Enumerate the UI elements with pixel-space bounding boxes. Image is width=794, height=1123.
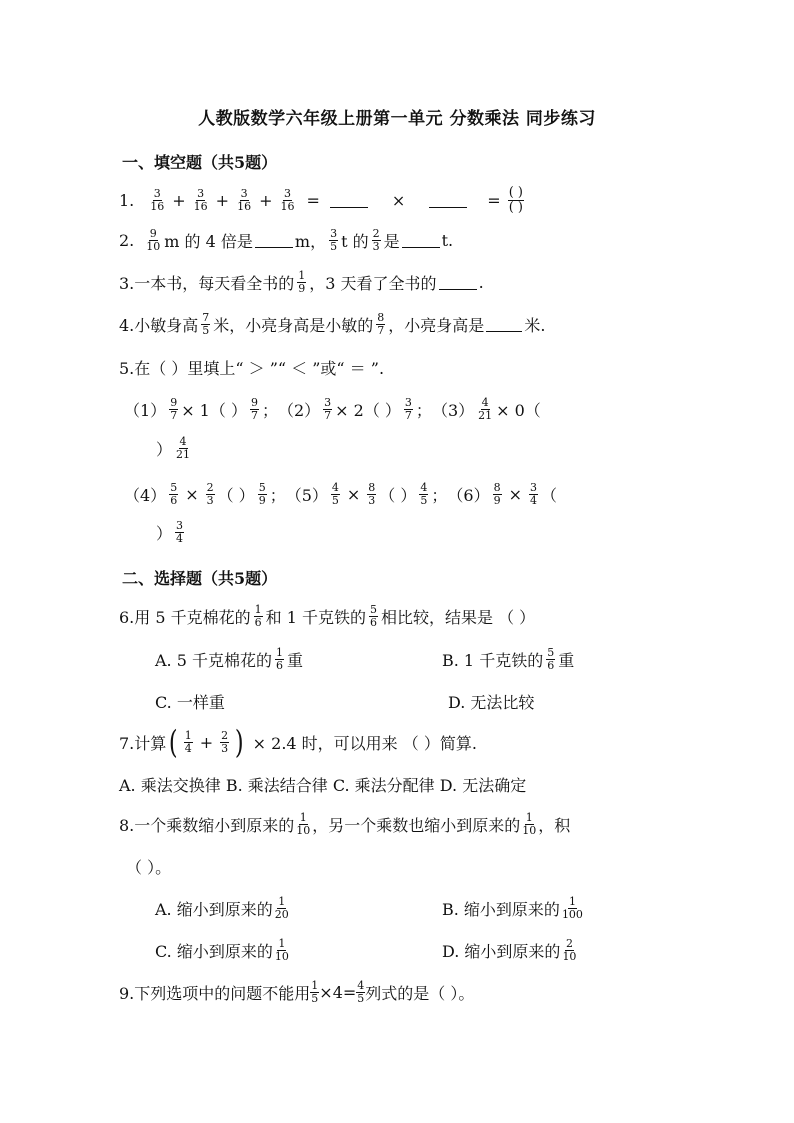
question-5-row-1-cont: ） $\frac{4}{21}$ <box>156 435 191 461</box>
section-heading-multiple-choice: 二、选择题（共5题） <box>122 569 278 588</box>
question-number: 1. <box>119 191 135 210</box>
q6-option-c[interactable]: C. 一样重 <box>155 693 225 712</box>
fraction: $\frac{7}{5}$ <box>202 311 210 337</box>
question-6: 6.用 5 千克棉花的 $\frac{1}{6}$ 和 1 千克铁的 $\frac{5}{6}$ 相比较，结果是 （ ） <box>119 603 536 629</box>
compare-slot[interactable]: （ <box>541 486 558 505</box>
question-5-row-1: （1） $\frac{9}{7}$ × 1（ ） $\frac{9}{7}$ ； （2） $\frac{3}{7}$ × 2（ ） $\frac{3}{7}$ ； （3） $\frac{4}{21}$ × 0（ <box>124 396 541 422</box>
question-5-row-2: （4） $\frac{5}{6}$ × $\frac{2}{3}$ （ ） $\frac{5}{9}$ ； （5） $\frac{4}{5}$ × $\frac{8}{3}$ （ ） $\frac{4}{5}$ ； （6） $\frac{8}{9}$ × $\frac{3}{4}$ （ <box>124 481 558 507</box>
fraction: $\frac{3}{16}$ <box>237 187 252 213</box>
question-8: 8.一个乘数缩小到原来的 $\frac{1}{10}$ ，另一个乘数也缩小到原来的 $\frac{1}{10}$ ，积 <box>119 811 571 837</box>
compare-slot[interactable]: × 0（ <box>496 401 541 420</box>
compare-slot[interactable]: （ ） <box>217 486 255 505</box>
fraction: $\frac{3}{16}$ <box>150 187 165 213</box>
compare-slot[interactable]: （ ） <box>379 486 417 505</box>
question-1: 1. $\frac{3}{16}$ + $\frac{3}{16}$ + $\frac{3}{16}$ + $\frac{3}{16}$ = × = $\frac{( )}{( )}$ <box>119 185 523 215</box>
question-4: 4.小敏身高 $\frac{7}{5}$ 米，小亮身高是小敏的 $\frac{8}{7}$ ，小亮身高是 米. <box>119 311 546 337</box>
question-9: 9.下列选项中的问题不能用 $\frac{1}{5}$ ×4= $\frac{4}{5}$ 列式的是（ ）。 <box>119 979 475 1005</box>
q7-options[interactable]: A. 乘法交换律 B. 乘法结合律 C. 乘法分配律 D. 无法确定 <box>119 776 527 795</box>
section-heading-fill-blank: 一、填空题（共5题） <box>122 153 278 172</box>
compare-slot[interactable]: × 1（ ） <box>181 401 247 420</box>
fraction: $\frac{3}{5}$ <box>330 227 338 253</box>
q8-option-b[interactable]: B. 缩小到原来的 $\frac{1}{100}$ <box>442 895 583 921</box>
fraction: $\frac{3}{16}$ <box>280 187 295 213</box>
answer-blank[interactable] <box>255 233 293 248</box>
answer-blank[interactable] <box>330 193 368 208</box>
fraction: $\frac{3}{16}$ <box>193 187 208 213</box>
q6-option-d[interactable]: D. 无法比较 <box>448 693 535 712</box>
fraction: $\frac{1}{9}$ <box>298 269 306 295</box>
answer-blank[interactable] <box>486 317 522 332</box>
answer-blank[interactable] <box>439 275 477 290</box>
q6-option-b[interactable]: B. 1 千克铁的 $\frac{5}{6}$ 重 <box>442 646 575 672</box>
compare-slot[interactable]: × 2（ ） <box>335 401 401 420</box>
fraction: $\frac{9}{10}$ <box>146 227 161 253</box>
answer-blank[interactable] <box>429 193 467 208</box>
q8-option-d[interactable]: D. 缩小到原来的 $\frac{2}{10}$ <box>442 937 577 963</box>
fraction: $\frac{2}{3}$ <box>372 227 380 253</box>
fraction: $\frac{8}{7}$ <box>377 311 385 337</box>
q8-option-c[interactable]: C. 缩小到原来的 $\frac{1}{10}$ <box>155 937 289 963</box>
question-8-cont: （ ）。 <box>126 858 172 877</box>
page-title: 人教版数学六年级上册第一单元 分数乘法 同步练习 <box>198 109 596 129</box>
question-2: 2. $\frac{9}{10}$ m 的 4 倍是 m， $\frac{3}{5}$ t 的 $\frac{2}{3}$ 是 t. <box>119 227 454 253</box>
question-3: 3.一本书，每天看全书的 $\frac{1}{9}$ ，3 天看了全书的 . <box>119 269 484 295</box>
q8-option-a[interactable]: A. 缩小到原来的 $\frac{1}{20}$ <box>155 895 289 921</box>
question-7: 7.计算 ( $\frac{1}{4}$ + $\frac{2}{3}$ ) × 2.4 时，可以用来 （ ）简算. <box>119 723 477 761</box>
question-5: 5.在（ ）里填上“ ＞ ”“ ＜ ”或“ ＝ ”. <box>119 359 385 378</box>
question-5-row-2-cont: ） $\frac{3}{4}$ <box>156 519 184 545</box>
answer-fraction[interactable]: $\frac{( )}{( )}$ <box>508 185 523 215</box>
q6-option-a[interactable]: A. 5 千克棉花的 $\frac{1}{6}$ 重 <box>155 646 304 672</box>
answer-blank[interactable] <box>402 233 440 248</box>
